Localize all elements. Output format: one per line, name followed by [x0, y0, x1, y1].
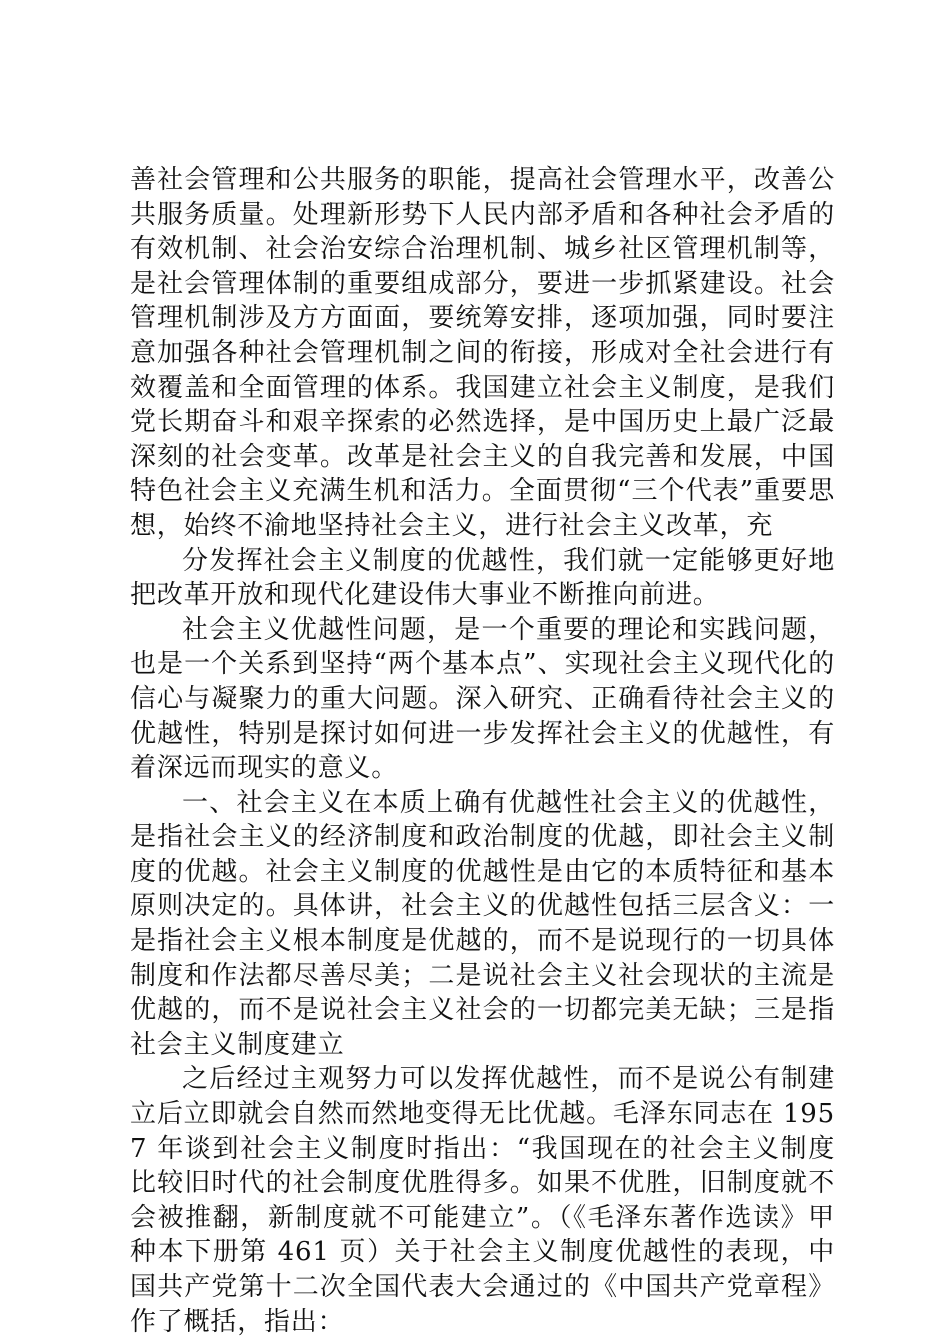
paragraph-3: 社会主义优越性问题，是一个重要的理论和实践问题，也是一个关系到坚持“两个基本点”、实现社会主义现代化的信心与凝聚力的重大问题。深入研究、正确看待社会主义的优越性，特别是探讨如何进一步发挥社会主义的优越性，有着深远而现实的意义。	[130, 614, 835, 784]
paragraph-4: 一、社会主义在本质上确有优越性社会主义的优越性，是指社会主义的经济制度和政治制度的优越，即社会主义制度的优越。社会主义制度的优越性是由它的本质特征和基本原则决定的。具体讲，社会主义的优越性包括三层含义：一是指社会主义根本制度是优越的，而不是说现行的一切具体制度和作法都尽善尽美；二是说社会主义社会现状的主流是优越的，而不是说社会主义社会的一切都完美无缺；三是指社会主义制度建立	[130, 787, 835, 1060]
paragraph-5: 之后经过主观努力可以发挥优越性，而不是说公有制建立后立即就会自然而然地变得无比优越。毛泽东同志在 1957 年谈到社会主义制度时指出：“我国现在的社会主义制度比较旧时代的社会制度优胜得多。如果不优胜，旧制度就不会被推翻，新制度就不可能建立”。（《毛泽东著作选读》甲种本下册第 461 页）关于社会主义制度优越性的表现，中国共产党第十二次全国代表大会通过的《中国共产党章程》作了概括，指出：	[130, 1064, 835, 1337]
paragraph-1: 善社会管理和公共服务的职能，提高社会管理水平，改善公共服务质量。处理新形势下人民内部矛盾和各种社会矛盾的有效机制、社会治安综合治理机制、城乡社区管理机制等，是社会管理体制的重要组成部分，要进一步抓紧建设。社会管理机制涉及方方面面，要统筹安排，逐项加强，同时要注意加强各种社会管理机制之间的衔接，形成对全社会进行有效覆盖和全面管理的体系。我国建立社会主义制度，是我们党长期奋斗和艰辛探索的必然选择，是中国历史上最广泛最深刻的社会变革。改革是社会主义的自我完善和发展，中国特色社会主义充满生机和活力。全面贯彻“三个代表”重要思想，始终不渝地坚持社会主义，进行社会主义改革，充	[130, 165, 835, 541]
paragraph-2: 分发挥社会主义制度的优越性，我们就一定能够更好地把改革开放和现代化建设伟大事业不断推向前进。	[130, 545, 835, 611]
document-body	[130, 163, 835, 1339]
